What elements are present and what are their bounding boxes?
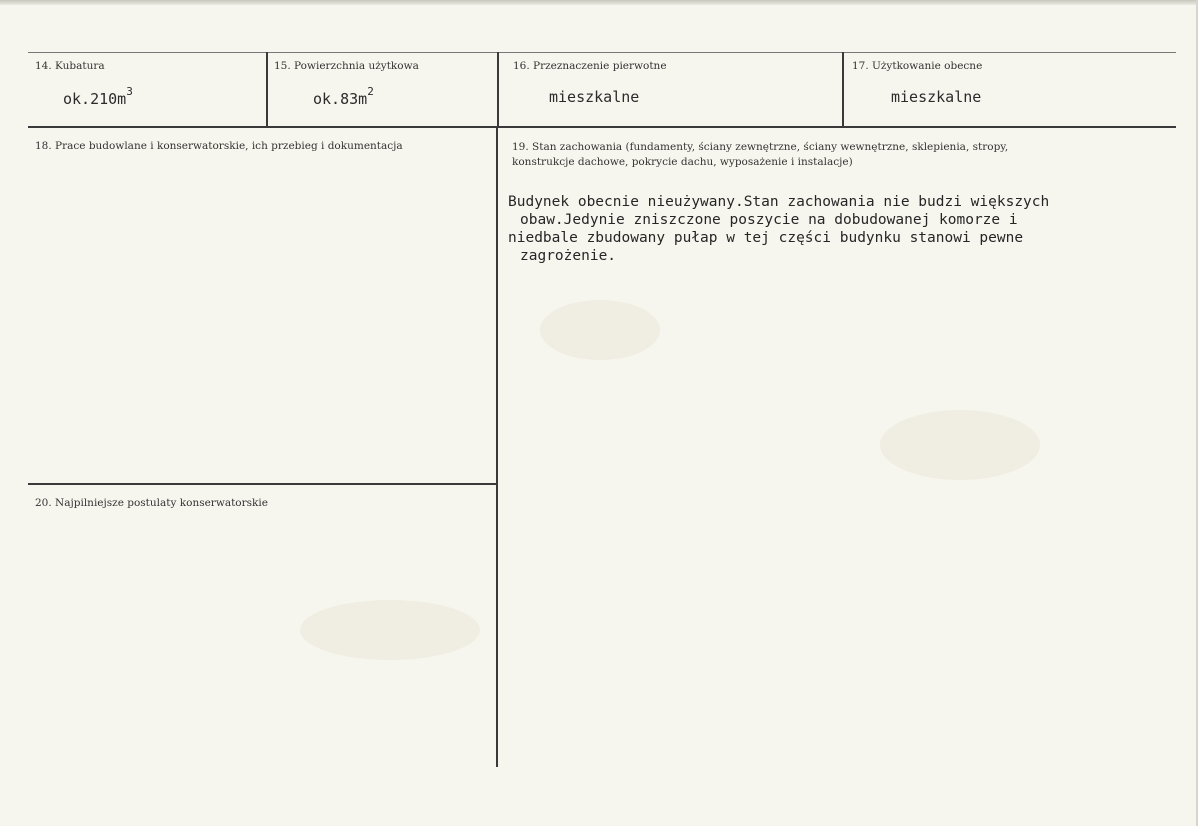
field-19-text-line: Budynek obecnie nieużywany.Stan zachowania nie budzi większych (508, 194, 1050, 210)
divider-18-20 (28, 483, 496, 485)
field-18-label: 18. Prace budowlane i konserwatorskie, ich przebieg i dokumentacja (35, 140, 403, 152)
field-19-text-line: obaw.Jedynie zniszczone poszycie na dobudowanej komorze i (520, 212, 1018, 228)
field-14-value-exponent: 3 (126, 85, 133, 98)
field-17-label: 17. Użytkowanie obecne (852, 60, 983, 72)
field-15-label: 15. Powierzchnia użytkowa (274, 60, 419, 72)
field-19-text-line: zagrożenie. (520, 248, 617, 264)
paper-top-edge (0, 0, 1198, 5)
field-16-value: mieszkalne (549, 88, 640, 106)
top-row-top-border (28, 52, 1176, 53)
field-15-value (313, 85, 374, 108)
divider-14-15 (266, 52, 268, 127)
field-19-label-line2: konstrukcje dachowe, pokrycie dachu, wyposażenie i instalacje) (512, 156, 853, 168)
divider-16-17 (842, 52, 844, 127)
field-14-value (63, 85, 133, 108)
field-19-label-line1: 19. Stan zachowania (fundamenty, ściany zewnętrzne, ściany wewnętrzne, sklepienia, stropy, (512, 141, 1009, 153)
field-15-value-exponent: 2 (367, 85, 374, 98)
field-14-value-text: ok.210m (63, 90, 127, 108)
divider-15-16 (497, 52, 499, 127)
field-17-value: mieszkalne (891, 88, 982, 106)
field-16-label: 16. Przeznaczenie pierwotne (513, 60, 667, 72)
paper-stain (880, 410, 1040, 480)
field-19-text-line: niedbale zbudowany pułap w tej części budynku stanowi pewne (508, 230, 1024, 246)
top-row-bottom-border (28, 126, 1176, 128)
field-15-value-text: ok.83m (313, 90, 368, 108)
field-14-label: 14. Kubatura (35, 60, 105, 72)
paper-stain (540, 300, 660, 360)
field-19-text (508, 193, 1168, 265)
field-20-label: 20. Najpilniejsze postulaty konserwatorskie (35, 497, 268, 509)
main-vertical-divider (496, 127, 498, 767)
paper-stain (300, 600, 480, 660)
